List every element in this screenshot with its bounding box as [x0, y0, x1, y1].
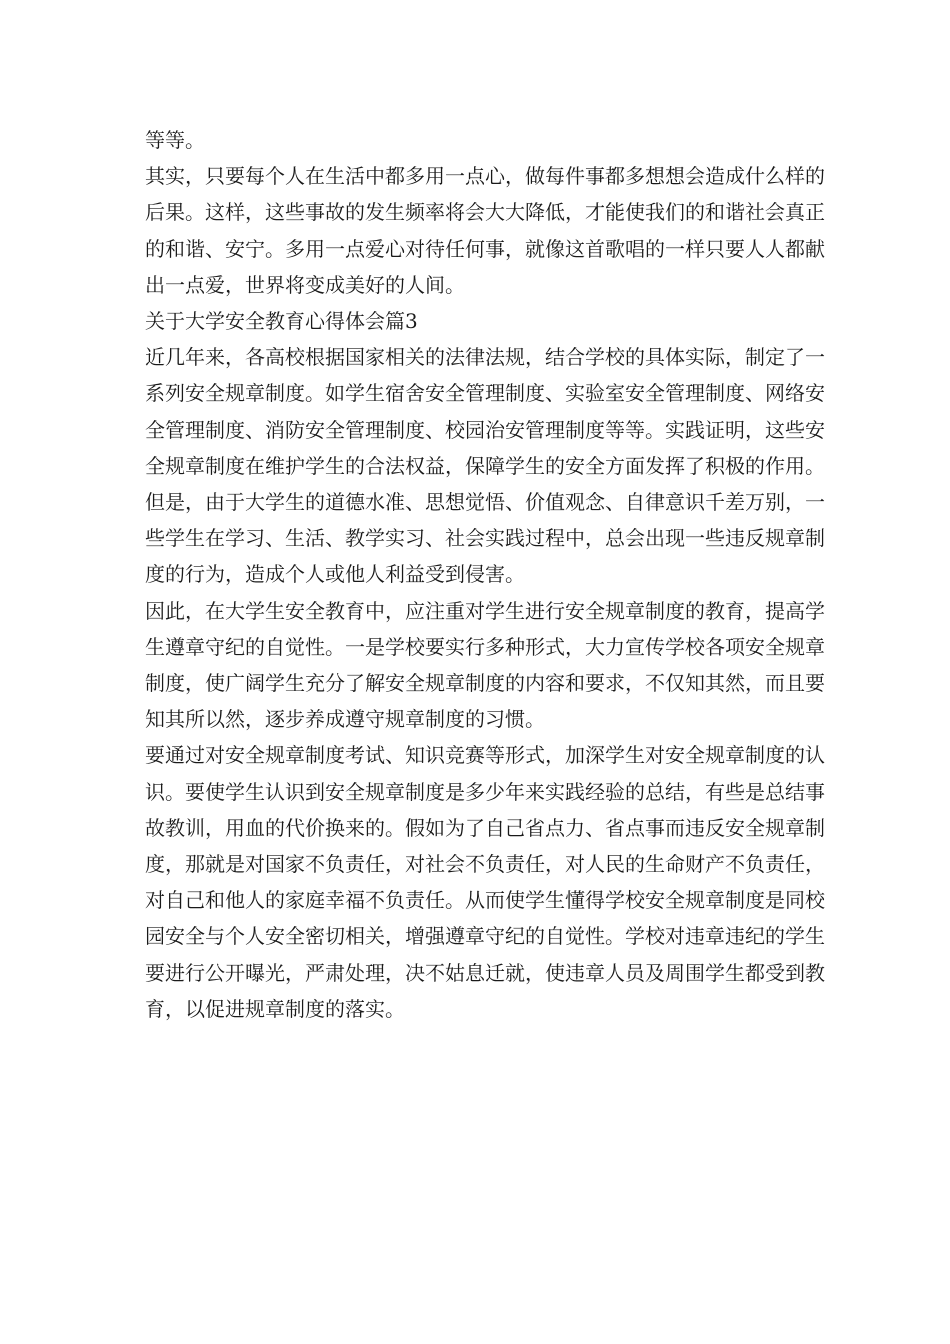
paragraph-continuation: 等等。 — [145, 128, 205, 152]
paragraph-conclusion: 其实，只要每个人在生活中都多用一点心，做每件事都多想想会造成什么样的后果。这样，这些事故的发生频率将会大大降低，才能使我们的和谐社会真正的和谐、安宁。多用一点爱心对待任何事，就像这首歌唱的一样只要人人都献出一点爱，世界将变成美好的人间。 — [145, 164, 825, 297]
document-body — [145, 122, 825, 1027]
paragraph-problem: 但是，由于大学生的道德水准、思想觉悟、价值观念、自律意识千差万别，一些学生在学习、生活、教学实习、社会实践过程中，总会出现一些违反规章制度的行为，造成个人或他人利益受到侵害。 — [145, 490, 825, 587]
paragraph-measures: 因此，在大学生安全教育中，应注重对学生进行安全规章制度的教育，提高学生遵章守纪的自觉性。一是学校要实行多种形式，大力宣传学校各项安全规章制度，使广阔学生充分了解安全规章制度的内容和要求，不仅知其然，而且要知其所以然，逐步养成遵守规章制度的习惯。 — [145, 598, 825, 732]
section-heading: 关于大学安全教育心得体会篇3 — [145, 309, 418, 334]
paragraph-education: 要通过对安全规章制度考试、知识竞赛等形式，加深学生对安全规章制度的认识。要使学生认识到安全规章制度是多少年来实践经验的总结，有些是总结事故教训，用血的代价换来的。假如为了自己省点力、省点事而违反安全规章制度，那就是对国家不负责任，对社会不负责任，对人民的生命财产不负责任，对自己和他人的家庭幸福不负责任。从而使学生懂得学校安全规章制度是同校园安全与个人安全密切相关，增强遵章守纪的自觉性。学校对违章违纪的学生要进行公开曝光，严肃处理，决不姑息迁就，使违章人员及周围学生都受到教育，以促进规章制度的落实。 — [145, 743, 825, 1021]
paragraph-intro: 近几年来，各高校根据国家相关的法律法规，结合学校的具体实际，制定了一系列安全规章制度。如学生宿舍安全管理制度、实验室安全管理制度、网络安全管理制度、消防安全管理制度、校园治安管理制度等等。实践证明，这些安全规章制度在维护学生的合法权益，保障学生的安全方面发挥了积极的作用。 — [145, 345, 825, 478]
